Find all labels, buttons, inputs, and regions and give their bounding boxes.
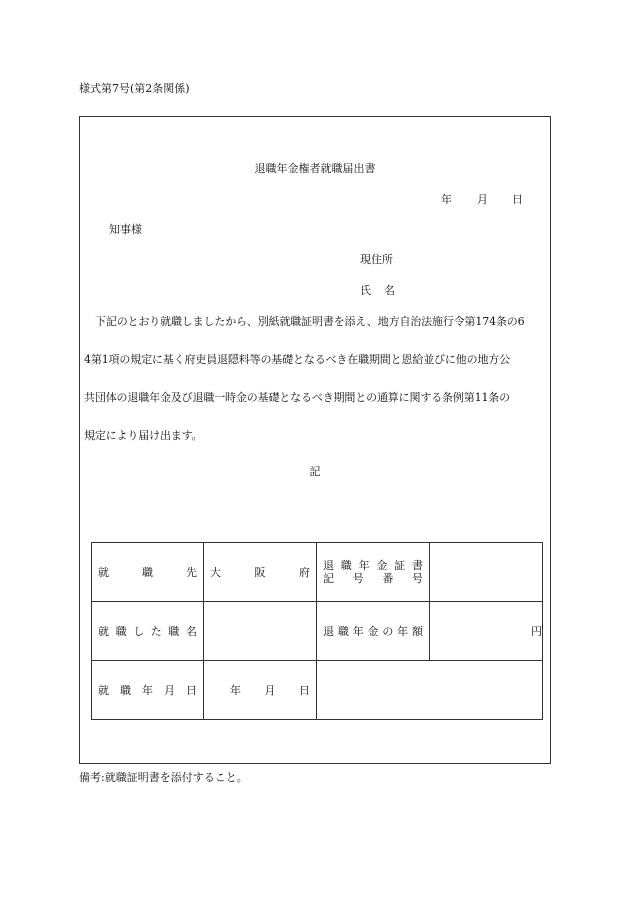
- employer-value-cell: [204, 543, 317, 602]
- body-text-line: 規定により届け出ます。: [84, 429, 203, 442]
- addressee: 知事様: [109, 223, 142, 236]
- table-row: [92, 602, 543, 661]
- cert-label-line2: 記 号 番 号: [323, 572, 423, 585]
- employment-month: 月: [264, 684, 276, 697]
- employer-label: 就 職 先: [98, 566, 197, 579]
- annual-amount-cell[interactable]: [430, 602, 543, 661]
- employer-label-cell: [92, 543, 204, 602]
- annual-amount-label: 退 職 年 金 の 年 額: [323, 625, 423, 638]
- remark-note: 備考:就職証明書を添付すること。: [79, 771, 248, 784]
- document-title: 退職年金権者就職届出書: [254, 162, 376, 175]
- employment-date-value: [204, 682, 316, 698]
- cert-value-cell[interactable]: [430, 543, 543, 602]
- body-text-line: 4第1項の規定に基く府吏員退隠料等の基礎となるべき在職期間と恩給並びに他の地方公: [84, 353, 510, 366]
- date-month-label: 月: [477, 193, 488, 206]
- cert-label-cell: [317, 543, 430, 602]
- employment-date-label-cell: [92, 661, 204, 720]
- employment-year: 年: [230, 684, 241, 697]
- table-row: [92, 543, 543, 602]
- ki-heading: 記: [309, 465, 321, 478]
- details-table: [91, 542, 543, 720]
- blank-merged-cell: [317, 661, 543, 720]
- employment-date-value-cell[interactable]: [204, 661, 317, 720]
- employment-date-label: 就 職 年 月 日: [98, 684, 197, 697]
- name-label: 氏名: [360, 284, 408, 297]
- employer-value: 大 阪 府: [210, 566, 310, 579]
- date-day-label: 日: [512, 193, 523, 206]
- cert-label-line1: 退 職 年 金 証 書: [323, 559, 423, 572]
- date-year-label: 年: [441, 193, 452, 206]
- table-row: [92, 661, 543, 720]
- position-label-cell: [92, 602, 204, 661]
- employment-day: 日: [299, 684, 310, 697]
- position-label: 就 職 し た 職 名: [98, 625, 197, 638]
- yen-unit: 円: [531, 625, 542, 638]
- body-text-line: 下記のとおり就職しましたから、別紙就職証明書を添え、地方自治法施行令第174条の6: [95, 315, 525, 328]
- address-label: 現住所: [360, 253, 393, 266]
- annual-amount-label-cell: [317, 602, 430, 661]
- position-value-cell[interactable]: [204, 602, 317, 661]
- body-text-line: 共団体の退職年金及び退職一時金の基礎となるべき期間との通算に関する条例第11条の: [84, 391, 510, 404]
- form-number-label: 様式第7号(第2条関係): [79, 82, 190, 95]
